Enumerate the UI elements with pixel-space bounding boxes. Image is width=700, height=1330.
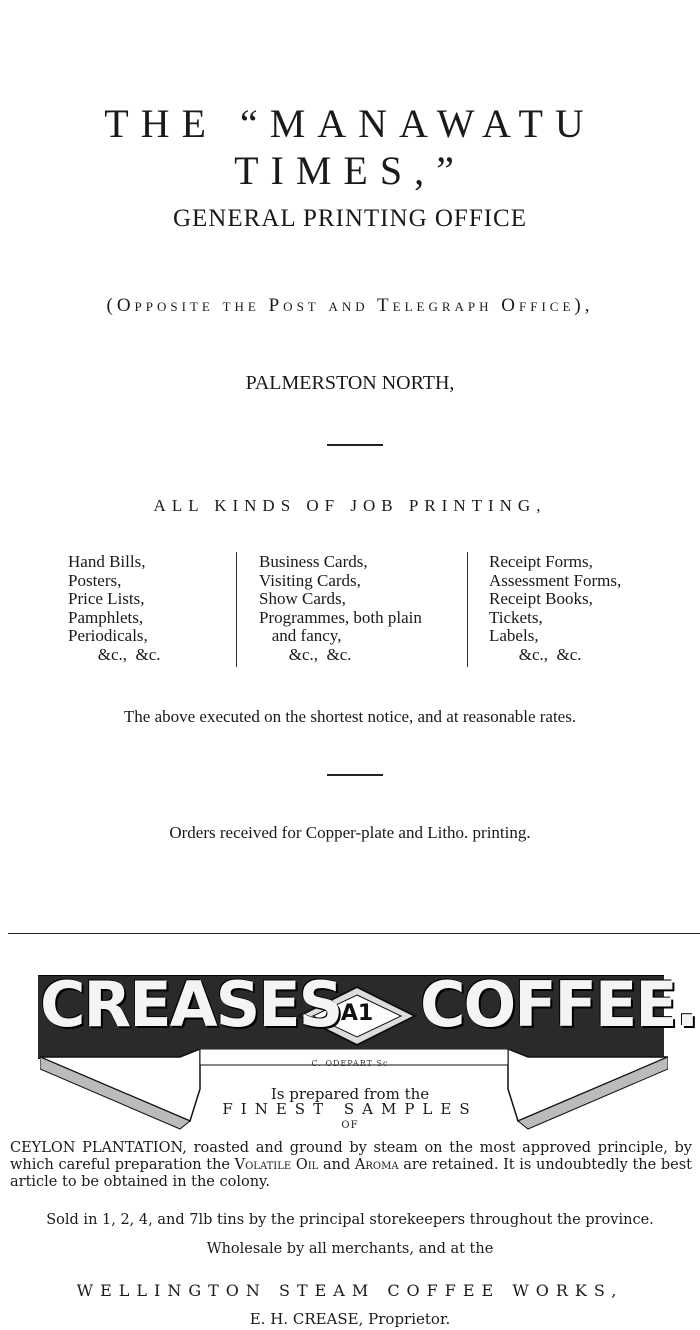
- section-divider: [8, 933, 700, 934]
- job-printing-heading: ALL KINDS OF JOB PRINTING,: [153, 496, 547, 515]
- banner-word-coffee: COFFEE.: [420, 968, 698, 1041]
- divider-rule: [327, 444, 383, 446]
- column-separator: [467, 552, 468, 667]
- description-text: CEYLON PLANTATION, roasted and ground by steam on the most approved principle, by which careful preparation the: [10, 1140, 692, 1173]
- rates-note: The above executed on the shortest notice, and at reasonable rates.: [123, 707, 577, 726]
- service-item: &c., &c.: [259, 644, 352, 664]
- works-name: WELLINGTON STEAM COFFEE WORKS,: [76, 1281, 624, 1300]
- sold-line: Sold in 1, 2, 4, and 7lb tins by the principal storekeepers throughout the province.: [46, 1212, 654, 1228]
- finest-samples: FINEST SAMPLES: [222, 1100, 478, 1118]
- description-text: are retained. It is undoubtedly the best article to be obtained in the colony.: [10, 1157, 692, 1190]
- coffee-description: [10, 1140, 692, 1191]
- badge-label: A1: [340, 1001, 374, 1026]
- service-item: Receipt Forms,: [489, 552, 593, 571]
- service-item: Posters,: [68, 570, 122, 590]
- divider-rule: [327, 774, 383, 776]
- services-column-2: [259, 553, 422, 664]
- service-item: Price Lists,: [68, 589, 145, 608]
- volatile-oil-term: Volatile Oil: [234, 1157, 319, 1173]
- town-name: PALMERSTON NORTH,: [245, 372, 455, 394]
- service-item: Hand Bills,: [68, 552, 146, 571]
- banner-word-creases: CREASES: [40, 968, 342, 1041]
- aroma-term: Aroma: [354, 1157, 399, 1173]
- wholesale-line: Wholesale by all merchants, and at the: [206, 1241, 494, 1257]
- location-note: (Opposite the Post and Telegraph Office),: [106, 295, 594, 316]
- office-subtitle: GENERAL PRINTING OFFICE: [172, 205, 528, 232]
- service-item: Show Cards,: [259, 589, 346, 608]
- services-column-1: [68, 553, 161, 664]
- prepared-line: Is prepared from the: [270, 1085, 430, 1103]
- service-item: Labels,: [489, 626, 539, 645]
- services-column-3: [489, 553, 621, 664]
- service-item: Visiting Cards,: [259, 570, 361, 590]
- service-item: Periodicals,: [68, 626, 148, 645]
- service-item: Tickets,: [489, 607, 543, 627]
- masthead-title: THE “MANAWATU TIMES,”: [104, 101, 596, 193]
- service-item: Receipt Books,: [489, 589, 593, 608]
- proprietor-line: E. H. CREASE, Proprietor.: [249, 1310, 451, 1328]
- service-item: Pamphlets,: [68, 607, 144, 627]
- engraver-signature: C. ODEPART Sc: [311, 1059, 389, 1068]
- description-text: and: [318, 1157, 355, 1173]
- service-item: Programmes, both plain: [259, 607, 422, 627]
- service-item: and fancy,: [259, 626, 342, 645]
- column-separator: [236, 552, 237, 667]
- of-line: OF: [341, 1120, 359, 1131]
- service-item: &c., &c.: [489, 644, 582, 664]
- orders-note: Orders received for Copper-plate and Litho. printing.: [169, 823, 531, 842]
- service-item: &c., &c.: [68, 644, 161, 664]
- service-item: Business Cards,: [259, 552, 368, 571]
- service-item: Assessment Forms,: [489, 570, 622, 590]
